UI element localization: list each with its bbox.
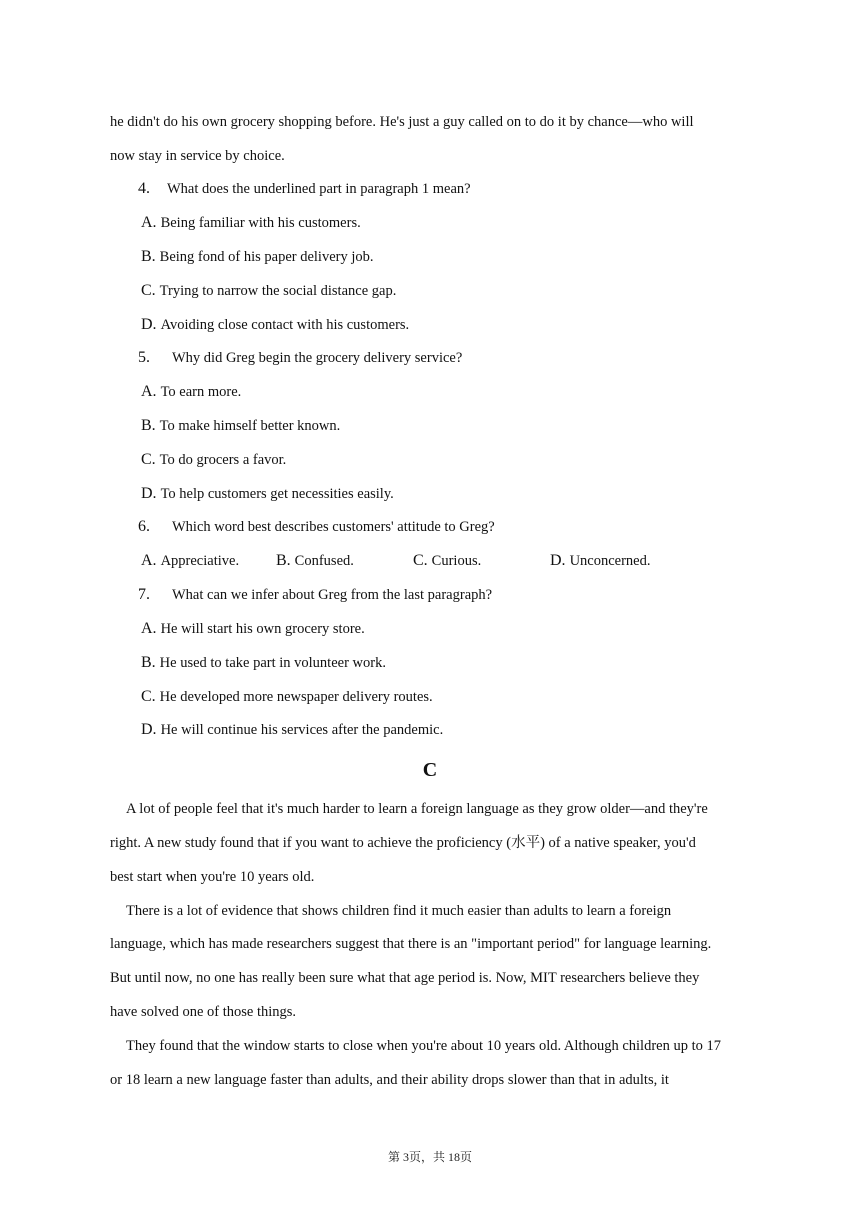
option-a xyxy=(141,213,361,233)
question-text: Which word best describes customers' attitude to Greg? xyxy=(172,519,495,535)
option-letter: D. xyxy=(141,485,157,502)
passage-line: he didn't do his own grocery shopping before. He's just a guy called on to do it by chance—who will xyxy=(110,114,694,130)
option-letter: B. xyxy=(141,248,156,265)
option-text: Curious. xyxy=(431,553,482,569)
question-number: 6. xyxy=(138,518,150,535)
option-letter: B. xyxy=(141,654,156,671)
option-letter: D. xyxy=(550,552,566,569)
option-text: He will start his own grocery store. xyxy=(160,621,365,637)
question-text: Why did Greg begin the grocery delivery service? xyxy=(172,350,463,366)
option-letter: C. xyxy=(141,688,156,705)
option-letter: C. xyxy=(141,282,156,299)
option-b xyxy=(141,653,386,673)
option-letter: D. xyxy=(141,316,157,333)
question-text: What can we infer about Greg from the last paragraph? xyxy=(172,587,493,603)
option-letter: A. xyxy=(141,620,157,637)
option-text: Avoiding close contact with his customers. xyxy=(160,317,410,333)
passage-line: They found that the window starts to close when you're about 10 years old. Although children up to 17 xyxy=(126,1038,721,1054)
option-text: To do grocers a favor. xyxy=(159,452,287,468)
passage-line: right. A new study found that if you want to achieve the proficiency (水平) of a native speaker, you'd xyxy=(110,835,696,851)
option-text: Trying to narrow the social distance gap. xyxy=(159,283,397,299)
question-number: 5. xyxy=(138,349,150,366)
option-text: To earn more. xyxy=(160,384,242,400)
passage-line: A lot of people feel that it's much harder to learn a foreign language as they grow older—and they're xyxy=(126,801,708,817)
question-number: 4. xyxy=(138,180,150,197)
option-a xyxy=(141,382,241,402)
passage-line: There is a lot of evidence that shows children find it much easier than adults to learn a foreign xyxy=(126,903,672,919)
option-d xyxy=(141,315,409,335)
option-text: Confused. xyxy=(294,553,354,569)
option-text: He used to take part in volunteer work. xyxy=(159,655,386,671)
option-letter: A. xyxy=(141,383,157,400)
option-letter: B. xyxy=(141,417,156,434)
option-d xyxy=(141,720,443,740)
option-c xyxy=(141,450,286,470)
passage-line: now stay in service by choice. xyxy=(110,148,285,164)
option-letter: C. xyxy=(413,552,428,569)
option-letter: A. xyxy=(141,552,157,569)
option-text: Being fond of his paper delivery job. xyxy=(159,249,374,265)
option-c xyxy=(141,687,433,707)
passage-line: best start when you're 10 years old. xyxy=(110,869,315,885)
option-a xyxy=(141,619,365,639)
option-c xyxy=(141,281,396,301)
passage-line: or 18 learn a new language faster than adults, and their ability drops slower than that in adults, it xyxy=(110,1072,669,1088)
option-text: Being familiar with his customers. xyxy=(160,215,361,231)
option-text: Appreciative. xyxy=(160,553,240,569)
option-text: He developed more newspaper delivery routes. xyxy=(159,689,433,705)
page-footer: 第 3页，共 18页 xyxy=(387,1150,472,1164)
option-d xyxy=(141,484,394,504)
option-text: To help customers get necessities easily. xyxy=(160,486,394,502)
passage-line: language, which has made researchers suggest that there is an "important period" for language learning. xyxy=(110,936,712,952)
section-heading: C xyxy=(422,759,438,781)
option-b xyxy=(141,247,374,267)
option-text: To make himself better known. xyxy=(159,418,341,434)
passage-line: But until now, no one has really been sure what that age period is. Now, MIT researchers believe they xyxy=(110,970,700,986)
option-letter: C. xyxy=(141,451,156,468)
option-letter: A. xyxy=(141,214,157,231)
question-text: What does the underlined part in paragraph 1 mean? xyxy=(167,181,471,197)
option-c xyxy=(413,551,481,571)
option-d xyxy=(550,551,650,571)
option-b xyxy=(141,416,340,436)
passage-line: have solved one of those things. xyxy=(110,1004,297,1020)
option-letter: B. xyxy=(276,552,291,569)
option-text: He will continue his services after the pandemic. xyxy=(160,722,444,738)
option-b xyxy=(276,551,354,571)
question-number: 7. xyxy=(138,586,150,603)
option-letter: D. xyxy=(141,721,157,738)
option-a xyxy=(141,551,239,571)
option-text: Unconcerned. xyxy=(569,553,651,569)
